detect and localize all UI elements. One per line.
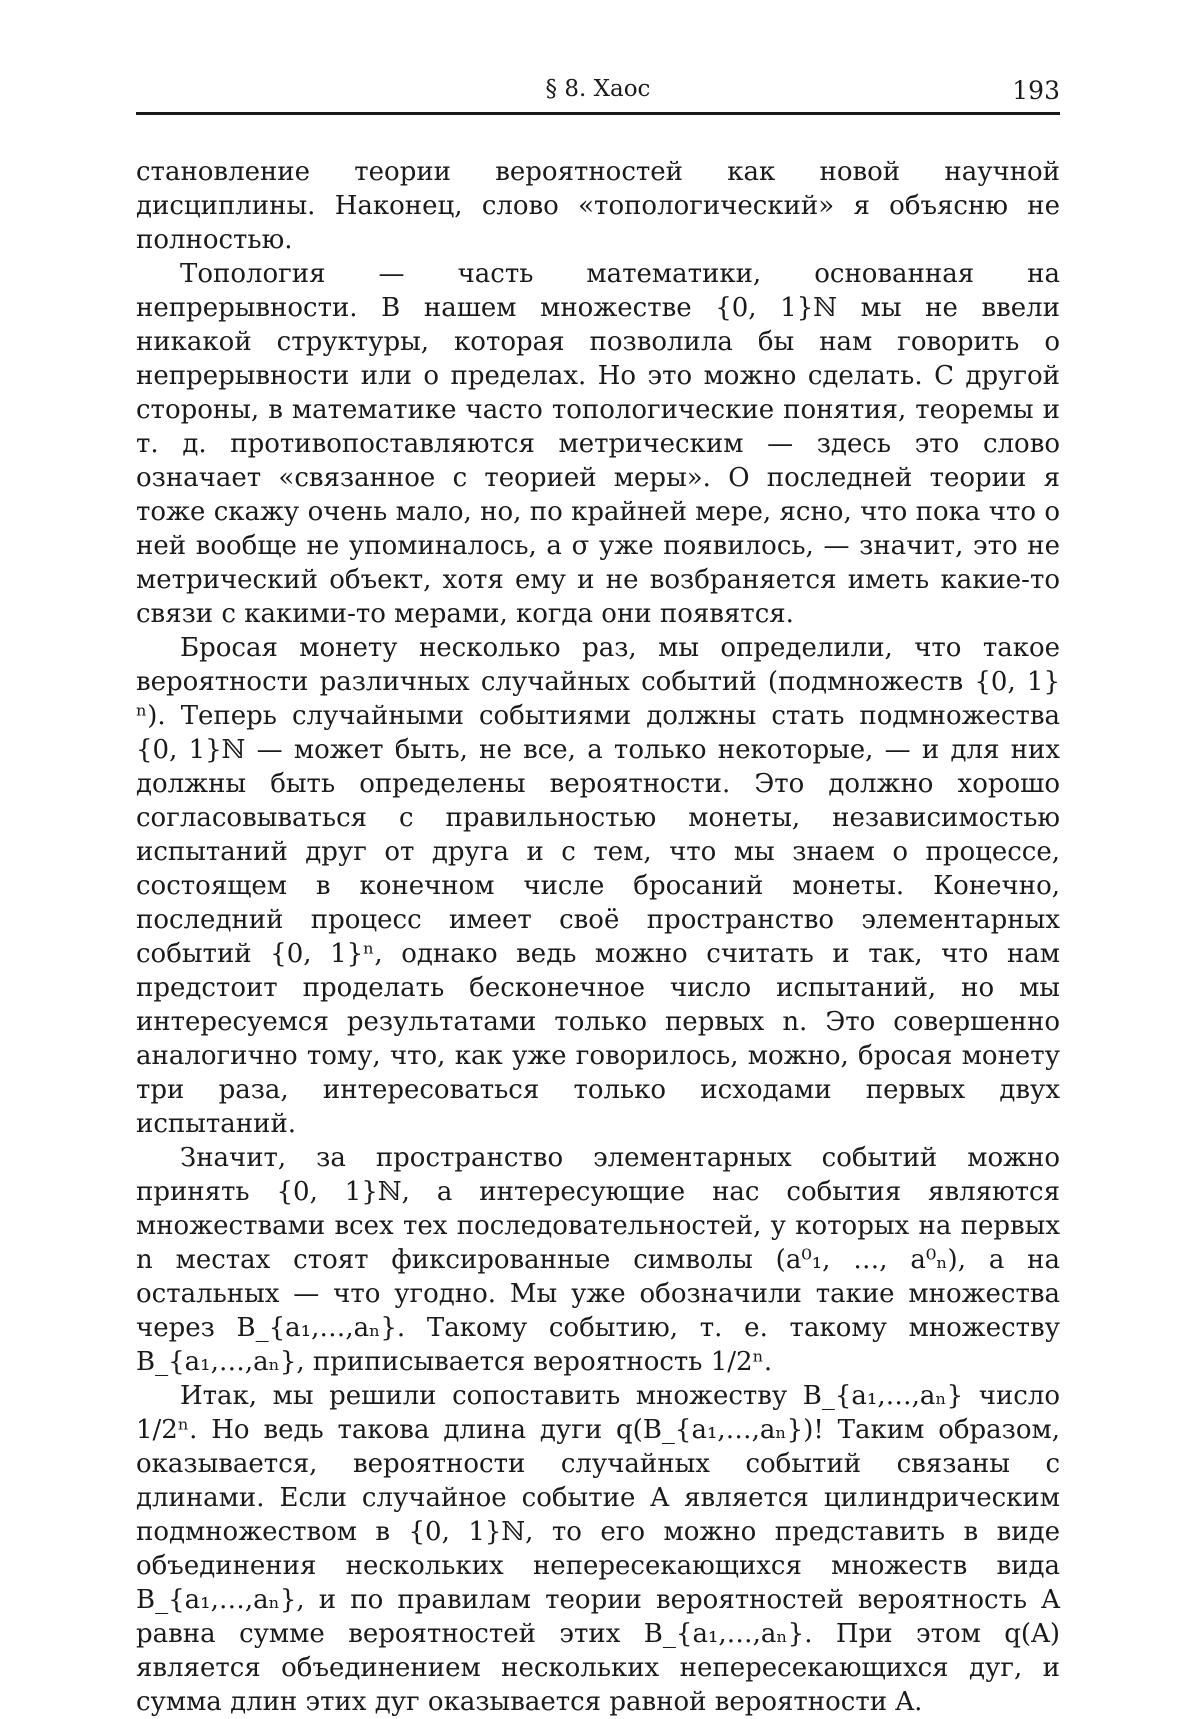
paragraph-5: Итак, мы решили сопоставить множеству B_{a₁,…,aₙ} число 1/2ⁿ. Но ведь такова длина дуги q(B_{a₁,…,aₙ})! Таким образом, оказывается, вероятности случайных событий связаны с длинами. Если случайное событие A является цилиндрическим подмножеством в {0, 1}ℕ, то его можно представить в виде объединения нескольких непересекающихся множеств вида B_{a₁,…,aₙ}, и по правилам теории вероятностей вероятность A равна сумме вероятностей этих B_{a₁,…,aₙ}. При этом q(A) является объединением нескольких непересекающихся дуг, и сумма длин этих дуг оказывается равной вероятности A.	[136, 1381, 1060, 1717]
paragraph-3: Бросая монету несколько раз, мы определили, что такое вероятности различных случайных событий (подмножеств {0, 1}ⁿ). Теперь случайными событиями должны стать подмножества {0, 1}ℕ — может быть, не все, а только некоторые, — и для них должны быть определены вероятности. Это должно хорошо согласовываться с правильностью монеты, независимостью испытаний друг от друга и с тем, что мы знаем о процессе, состоящем в конечном числе бросаний монеты. Конечно, последний процесс имеет своё пространство элементарных событий {0, 1}ⁿ, однако ведь можно считать и так, что нам предстоит проделать бесконечное число испытаний, но мы интересуемся результатами только первых n. Это совершенно аналогично тому, что, как уже говорилось, можно, бросая монету три раза, интересоваться только исходами первых двух испытаний.	[136, 633, 1060, 1139]
paragraph-2: Топология — часть математики, основанная на непрерывности. В нашем множестве {0, 1}ℕ мы не ввели никакой структуры, которая позволила бы нам говорить о непрерывности или о пределах. Но это можно сделать. С другой стороны, в математике часто топологические понятия, теоремы и т. д. противопоставляются метрическим — здесь это слово означает «связанное с теорией меры». О последней теории я тоже скажу очень мало, но, по крайней мере, ясно, что пока что о ней вообще не упоминалось, а σ уже появилось, — значит, это не метрический объект, хотя ему и не возбраняется иметь какие-то связи с какими-то мерами, когда они появятся.	[136, 259, 1060, 629]
body-text	[136, 155, 1060, 1719]
paragraph-1: становление теории вероятностей как новой научной дисциплины. Наконец, слово «топологический» я объясню не полностью.	[136, 157, 1060, 255]
running-head	[136, 60, 1060, 115]
paragraph-4: Значит, за пространство элементарных событий можно принять {0, 1}ℕ, а интересующие нас события являются множествами всех тех последовательностей, у которых на первых n местах стоят фиксированные символы (a⁰₁, …, a⁰ₙ), а на остальных — что угодно. Мы уже обозначили такие множества через B_{a₁,…,aₙ}. Такому событию, т. е. такому множеству B_{a₁,…,aₙ}, приписывается вероятность 1/2ⁿ.	[136, 1143, 1060, 1377]
book-page	[136, 60, 1060, 1719]
section-title: § 8. Хаос	[545, 76, 651, 102]
page-number: 193	[1012, 76, 1060, 105]
